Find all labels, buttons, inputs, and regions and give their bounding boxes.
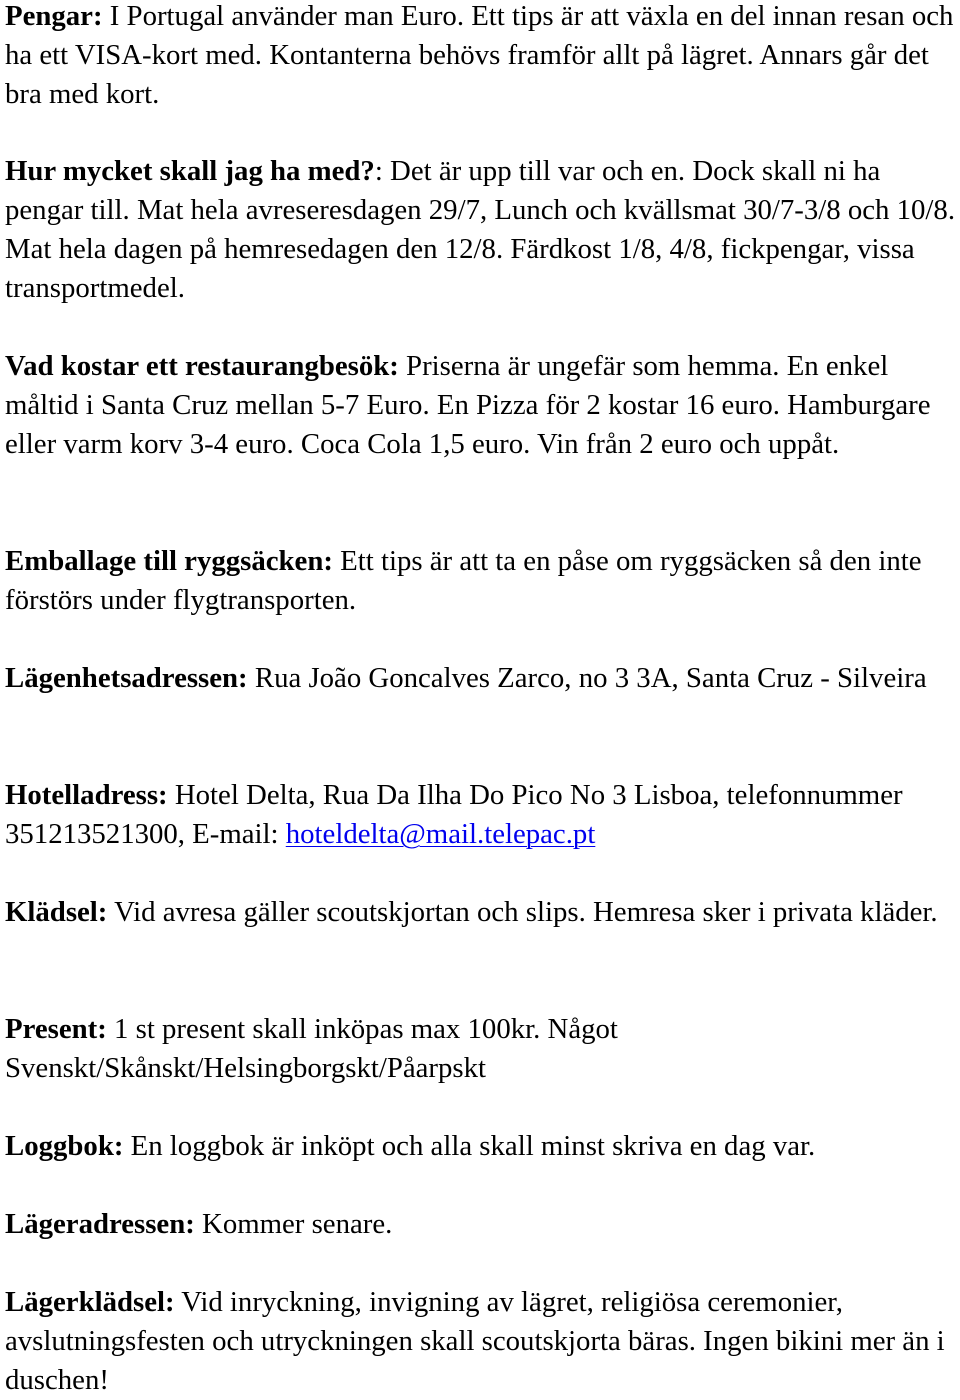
section-text-kladsel: Vid avresa gäller scoutskjortan och slips. Hemresa sker i privata kläder. bbox=[107, 896, 938, 928]
section-emballage bbox=[5, 542, 958, 620]
section-pengar bbox=[5, 0, 958, 114]
section-label-hotelladress: Hotelladress: bbox=[5, 779, 168, 811]
section-loggbok bbox=[5, 1127, 815, 1166]
section-label-kladsel: Klädsel: bbox=[5, 896, 108, 928]
section-label-hur-mycket: Hur mycket skall jag ha med? bbox=[5, 155, 375, 187]
section-label-lagenhetsadress: Lägenhetsadressen: bbox=[5, 662, 248, 694]
section-present bbox=[5, 1010, 958, 1088]
section-text-lagenhetsadress: Rua João Goncalves Zarco, no 3 3A, Santa Cruz - Silveira bbox=[247, 662, 927, 694]
section-text-restaurang: Priserna är ungefär som hemma. En enkel måltid i Santa Cruz mellan 5-7 Euro. En Pizza för 2 kostar 16 euro. Hamburgare eller varm korv 3-4 euro. Coca Cola 1,5 euro. Vin från 2 euro och uppåt. bbox=[5, 350, 931, 460]
section-label-pengar: Pengar: bbox=[5, 0, 103, 32]
section-text-emballage: Ett tips är att ta en påse om ryggsäcken så den inte förstörs under flygtransporten. bbox=[5, 545, 922, 616]
section-lagerkladsel bbox=[5, 1283, 958, 1400]
section-lageradress bbox=[5, 1205, 392, 1244]
section-hur-mycket bbox=[5, 152, 958, 308]
section-text-lagerkladsel: Vid inryckning, invigning av lägret, religiösa ceremonier, avslutningsfesten och utryckningen skall scoutskjorta bäras. Ingen bikini mer än i duschen! bbox=[5, 1286, 945, 1396]
section-kladsel bbox=[5, 893, 938, 932]
section-label-emballage: Emballage till ryggsäcken: bbox=[5, 545, 333, 577]
section-text-hotelladress: Hotel Delta, Rua Da Ilha Do Pico No 3 Lisboa, telefonnummer 351213521300, E-mail: bbox=[5, 779, 903, 850]
section-text-loggbok: En loggbok är inköpt och alla skall minst skriva en dag var. bbox=[123, 1130, 816, 1162]
section-label-loggbok: Loggbok: bbox=[5, 1130, 124, 1162]
section-label-present: Present: bbox=[5, 1013, 107, 1045]
section-text-pengar: I Portugal använder man Euro. Ett tips är att växla en del innan resan och ha ett VISA-kort med. Kontanterna behövs framför allt på lägret. Annars går det bra med kort. bbox=[5, 0, 954, 110]
section-label-lagerkladsel: Lägerklädsel: bbox=[5, 1286, 175, 1318]
section-text-lageradress: Kommer senare. bbox=[194, 1208, 393, 1240]
section-hotelladress bbox=[5, 776, 958, 854]
section-label-restaurang: Vad kostar ett restaurangbesök: bbox=[5, 350, 399, 382]
section-label-lageradress: Lägeradressen: bbox=[5, 1208, 195, 1240]
section-text-hur-mycket: : Det är upp till var och en. Dock skall ni ha pengar till. Mat hela avreseresdagen 29/7, Lunch och kvällsmat 30/7-3/8 och 10/8. Mat hela dagen på hemresedagen den 12/8. Färdkost 1/8, 4/8, fickpengar, vissa transportmedel. bbox=[5, 155, 956, 304]
section-text-present: 1 st present skall inköpas max 100kr. Något Svenskt/Skånskt/Helsingborgskt/Påarpskt bbox=[5, 1013, 618, 1084]
section-lagenhetsadress bbox=[5, 659, 927, 698]
hotel-email-link[interactable]: hoteldelta@mail.telepac.pt bbox=[285, 817, 596, 850]
section-restaurang bbox=[5, 347, 958, 464]
